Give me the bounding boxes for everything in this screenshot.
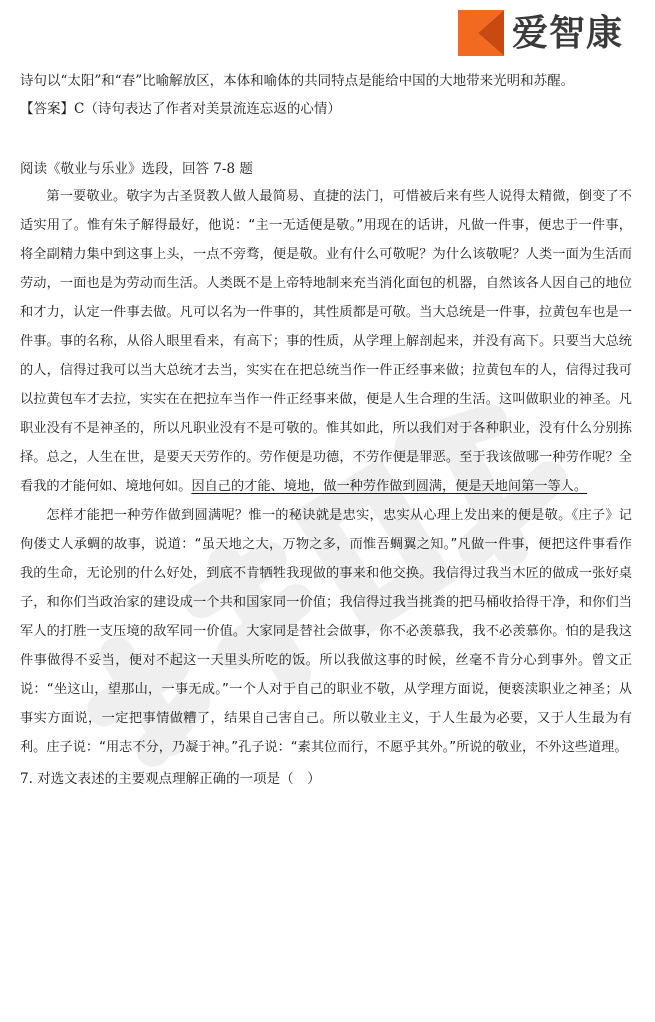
document-page [20, 66, 632, 794]
reading-heading: 阅读《敬业与乐业》选段，回答 7-8 题 [20, 161, 253, 177]
paragraph-1-main: 第一要敬业。敬字为古圣贤教人做人最简易、直捷的法门，可惜被后来有些人说得太精微，倒变了不适实用了。惟有朱子解得最好，他说：“主一无适便是敬。”用现在的话讲，凡做一件事，便忠于一件事，将全副精力集中到这事上头，一点不旁骛，便是敬。业有什么可敬呢？为什么该敬呢？人类一面为生活而劳动，一面也是为劳动而生活。人类既不是上帝特地制来充当消化面包的机器，自然该各人因自己的地位和才力，认定一件事去做。凡可以名为一件事的，其性质都是可敬。当大总统是一件事，拉黄包车也是一件事。事的名称，从俗人眼里看来，有高下；事的性质，从学理上解剖起来，并没有高下。只要当大总统的人，信得过我可以当大总统才去当，实实在在把总统当作一件正经事来做；拉黄包车的人，信得过我可以拉黄包车才去拉，实实在在把拉车当作一件正经事来做，便是人生合理的生活。这叫做职业的神圣。凡职业没有不是神圣的，所以凡职业没有不是可敬的。惟其如此，所以我们对于各种职业，没有什么分别拣择。总之，人生在世，是要天天劳作的。劳作便是功德，不劳作便是罪恶。至于我该做哪一种劳作呢？全看我的才能何如、境地何如。 [20, 189, 632, 494]
paragraph-1-underlined: 因自己的才能、境地，做一种劳作做到圆满，便是天地间第一等人。 [191, 479, 588, 494]
question-7: 7. 对选文表述的主要观点理解正确的一项是（ ） [20, 771, 321, 787]
passage-paragraph-1 [20, 182, 632, 501]
logo-text: 爱智康 [512, 13, 624, 54]
passage-paragraph-2: 怎样才能把一种劳作做到圆满呢？惟一的秘诀就是忠实，忠实从心理上发出来的便是敬。《庄子》记佝偻丈人承蜩的故事，说道：“虽天地之大，万物之多，而惟吾蜩翼之知。”凡做一件事，便把这件事看作我的生命，无论别的什么好处，到底不肯牺牲我现做的事来和他交换。我信得过我当木匠的做成一张好桌子，和你们当政治家的建设成一个共和国家同一价值；我信得过我当挑粪的把马桶收拾得干净，和你们当军人的打胜一支压境的敌军同一价值。大家同是替社会做事，你不必羡慕我，我不必羡慕你。怕的是我这件事做得不妥当，便对不起这一天里头所吃的饭。所以我做这事的时候，丝毫不肯分心到事外。曾文正说：“坐这山，望那山，一事无成。”一个人对于自己的职业不敬，从学理方面说，便亵渎职业之神圣；从事实方面说，一定把事情做糟了，结果自己害自己。所以敬业主义，于人生最为必要，又于人生最为有利。庄子说：“用志不分，乃凝于神。”孔子说：“素其位而行，不愿乎其外。”所说的敬业，不外这些道理。 [20, 508, 632, 755]
intro-text: 诗句以“太阳”和“春”比喻解放区，本体和喻体的共同特点是能给中国的大地带来光明和苏醒。 [20, 73, 575, 89]
logo-mark-icon [458, 10, 504, 56]
answer-text: 【答案】C（诗句表达了作者对美景流连忘返的心情） [20, 101, 341, 117]
brand-logo [458, 10, 638, 62]
